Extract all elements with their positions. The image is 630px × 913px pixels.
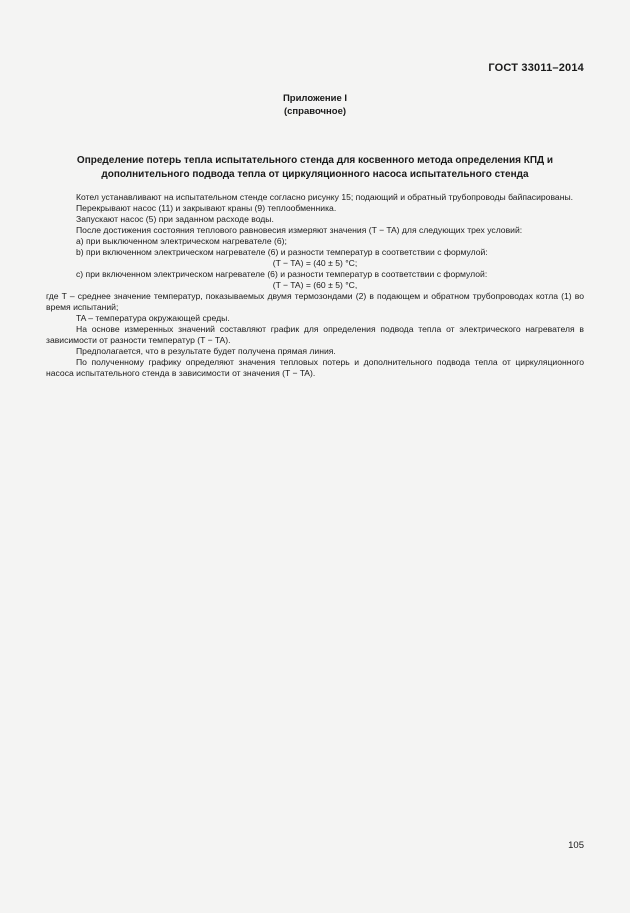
condition-c: с) при включенном электрическом нагревателе (6) и разности температур в соответствии с формулой: <box>76 269 488 279</box>
page-number: 105 <box>568 840 584 851</box>
paragraph-2: Перекрывают насос (11) и закрывают краны (9) теплообменника. <box>76 203 337 213</box>
paragraph-ta: TA – температура окружающей среды. <box>76 313 230 323</box>
document-code: ГОСТ 33011–2014 <box>488 62 584 74</box>
appendix-subtitle: (справочное) <box>283 106 347 117</box>
condition-b: b) при включенном электрическом нагревателе (6) и разности температур в соответствии с формулой: <box>76 247 488 257</box>
appendix-block <box>0 92 630 118</box>
paragraph-graph: На основе измеренных значений составляют график для определения подвода тепла от электрического нагревателя в зависимости от разности температур (T − TA). <box>46 324 584 345</box>
section-heading <box>46 154 584 182</box>
body-text <box>46 192 584 379</box>
appendix-title: Приложение I <box>282 93 348 104</box>
paragraph-line: Предполагается, что в результате будет получена прямая линия. <box>76 346 336 356</box>
paragraph-4: После достижения состояния теплового равновесия измеряют значения (T − TA) для следующих трех условий: <box>76 225 523 235</box>
condition-a: a) при выключенном электрическом нагревателе (6); <box>76 236 287 246</box>
paragraph-3: Запускают насос (5) при заданном расходе воды. <box>76 214 274 224</box>
heading-line-1: Определение потерь тепла испытательного стенда для косвенного метода определения КПД и <box>76 155 554 166</box>
formula-1: (T − TA) = (40 ± 5) °С; <box>272 258 358 268</box>
heading-line-2: дополнительного подвода тепла от циркуляционного насоса испытательного стенда <box>101 169 529 180</box>
formula-2: (T − TA) = (60 ± 5) °С, <box>272 280 358 290</box>
paragraph-where: где T – среднее значение температур, показываемых двумя термозондами (2) в подающем и обратном трубопроводах котла (1) во время испытаний; <box>46 291 584 312</box>
paragraph-result: По полученному графику определяют значения тепловых потерь и дополнительного подвода тепла от циркуляционного насоса испытательного стенда в зависимости от значения (T − TA). <box>46 357 584 378</box>
paragraph-1: Котел устанавливают на испытательном стенде согласно рисунку 15; подающий и обратный трубопроводы байпасированы. <box>76 192 574 202</box>
